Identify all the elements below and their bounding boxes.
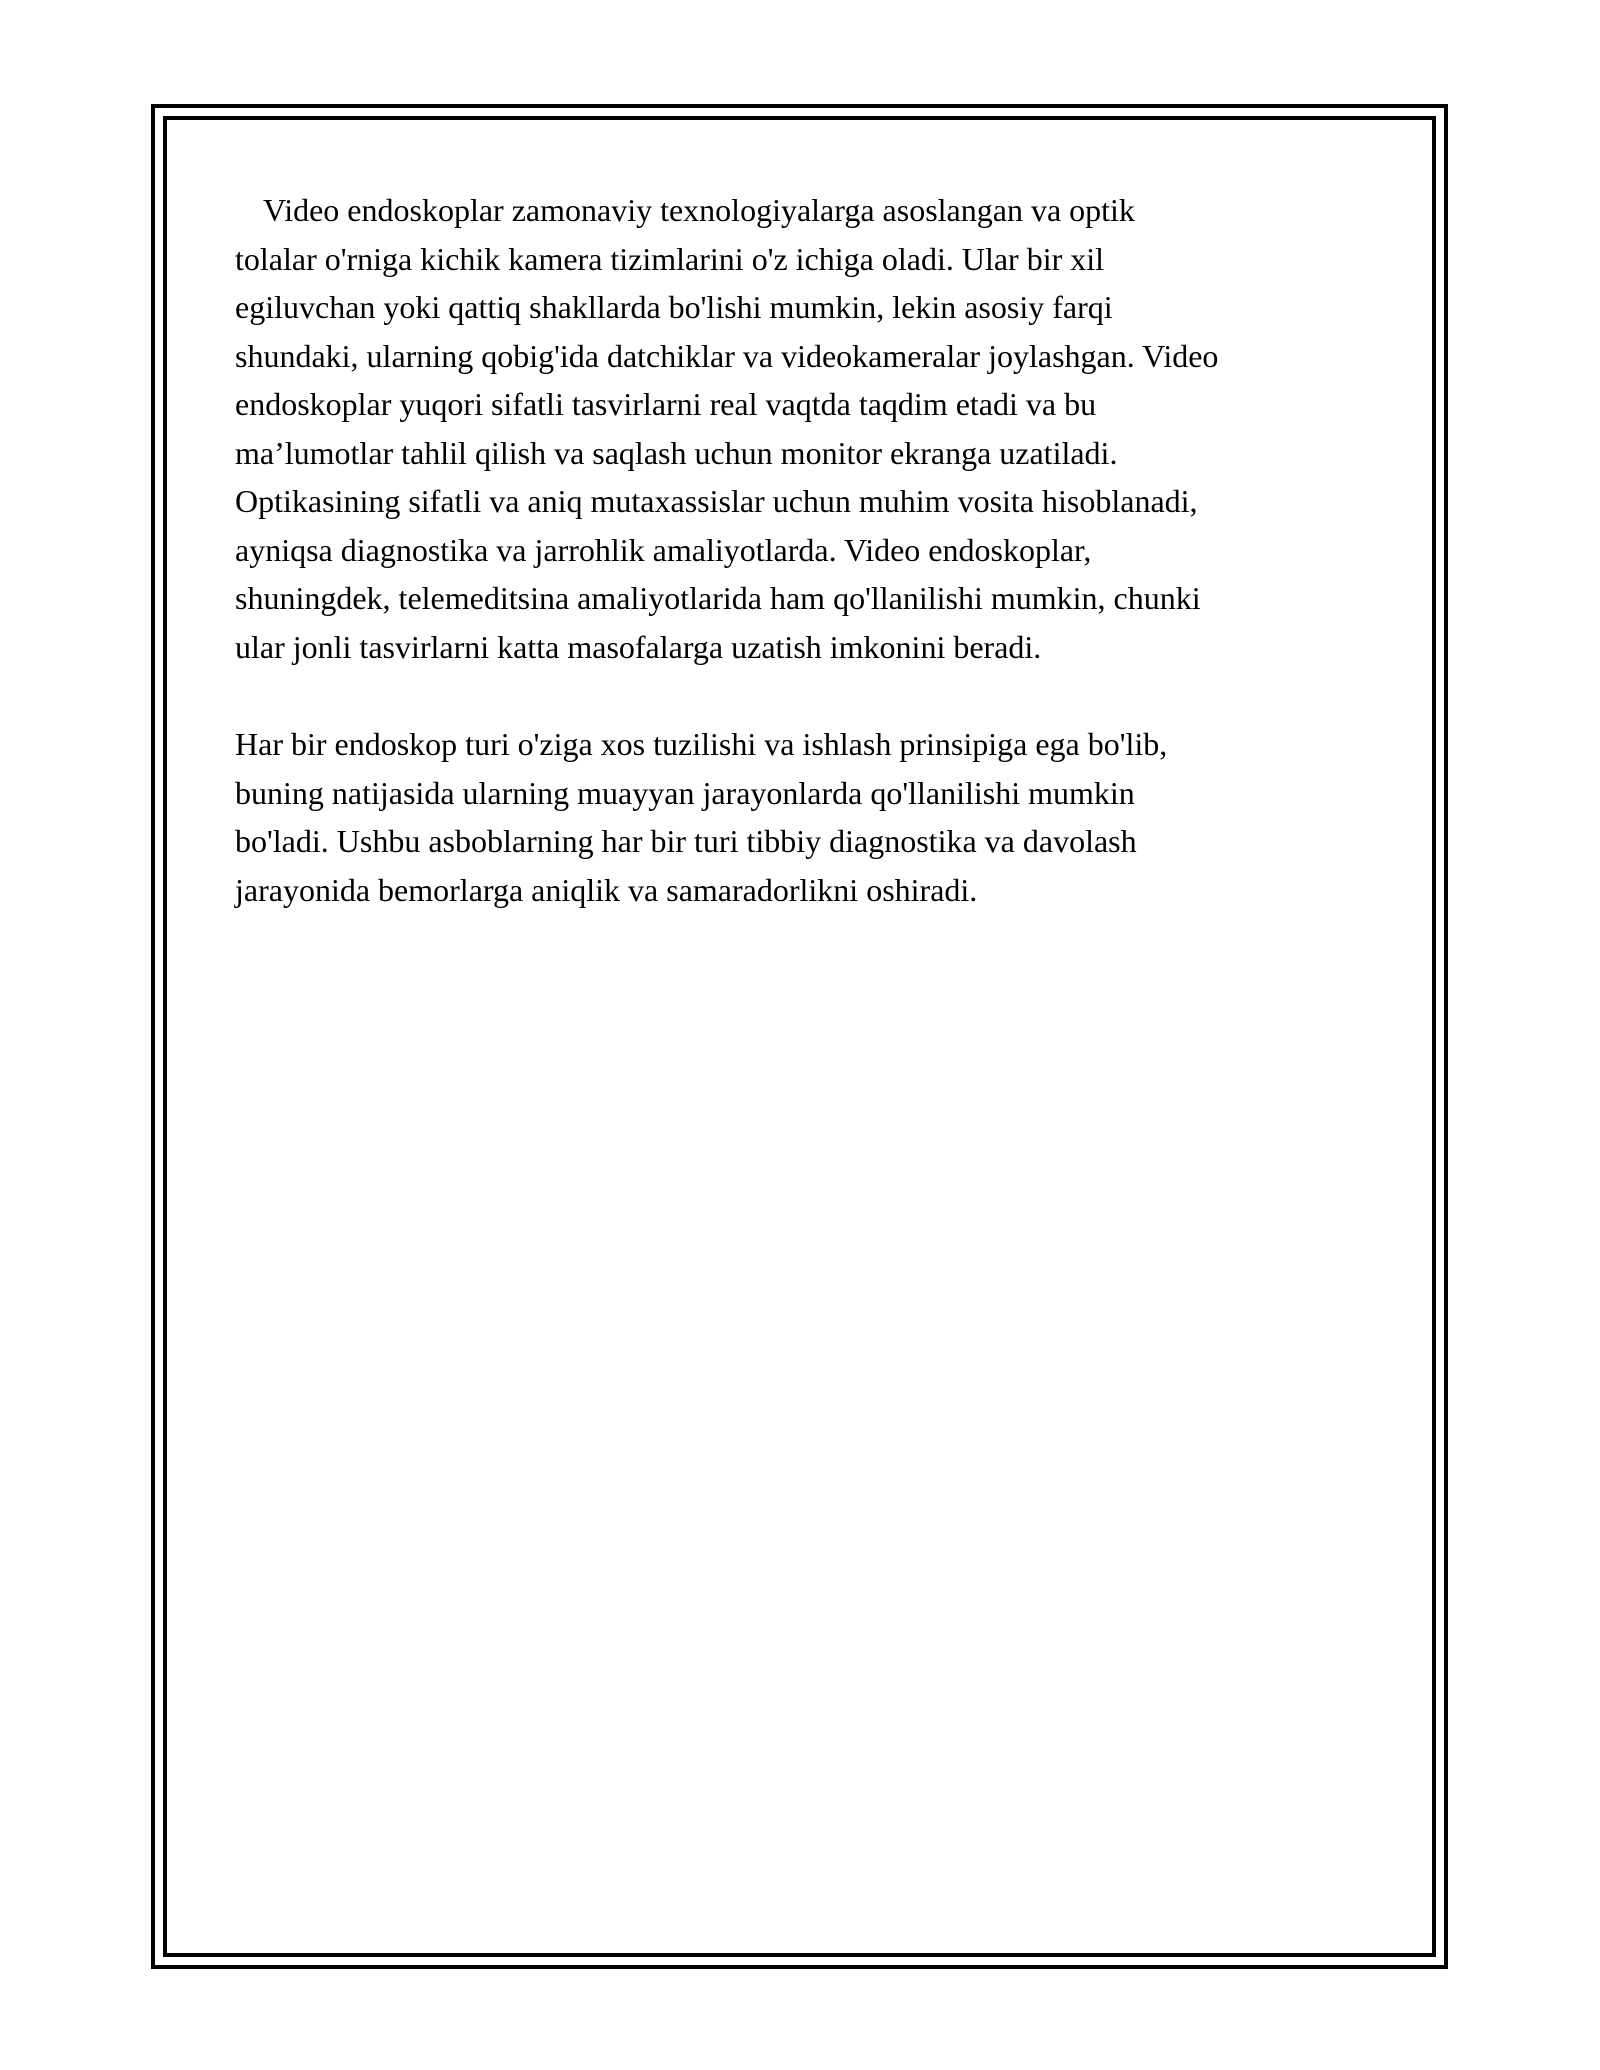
text-line: Optikasining sifatli va aniq mutaxassislar uchun muhim vosita hisoblanadi, [235, 483, 1198, 519]
paragraph-1 [235, 186, 1385, 671]
document-body [235, 186, 1385, 963]
text-line: buning natijasida ularning muayyan jarayonlarda qo'llanilishi mumkin [235, 774, 1135, 811]
paragraph-2 [235, 720, 1385, 914]
text-line: jarayonida bemorlarga aniqlik va samaradorlikni oshiradi. [235, 871, 978, 908]
text-line: bo'ladi. Ushbu asboblarning har bir turi tibbiy diagnostika va davolash [235, 823, 1137, 859]
text-line: shuningdek, telemeditsina amaliyotlarida ham qo'llanilishi mumkin, chunki [235, 580, 1201, 616]
text-line: egiluvchan yoki qattiq shakllarda bo'lishi mumkin, lekin asosiy farqi [235, 289, 1113, 325]
text-line: Har bir endoskop turi o'ziga xos tuzilishi va ishlash prinsipiga ega bo'lib, [235, 726, 1168, 762]
text-line: ma’lumotlar tahlil qilish va saqlash uchun monitor ekranga uzatiladi. [235, 434, 1118, 471]
text-line: Video endoskoplar zamonaviy texnologiyalarga asoslangan va optik [263, 192, 1135, 228]
text-line: ular jonli tasvirlarni katta masofalarga uzatish imkonini beradi. [235, 628, 1042, 665]
text-line: tolalar o'rniga kichik kamera tizimlarini o'z ichiga oladi. Ular bir xil [235, 240, 1105, 277]
text-line: ayniqsa diagnostika va jarrohlik amaliyotlarda. Video endoskoplar, [235, 531, 1092, 568]
text-line: shundaki, ularning qobig'ida datchiklar va videokameralar joylashgan. Video [235, 337, 1219, 374]
text-line: endoskoplar yuqori sifatli tasvirlarni real vaqtda taqdim etadi va bu [235, 386, 1097, 422]
